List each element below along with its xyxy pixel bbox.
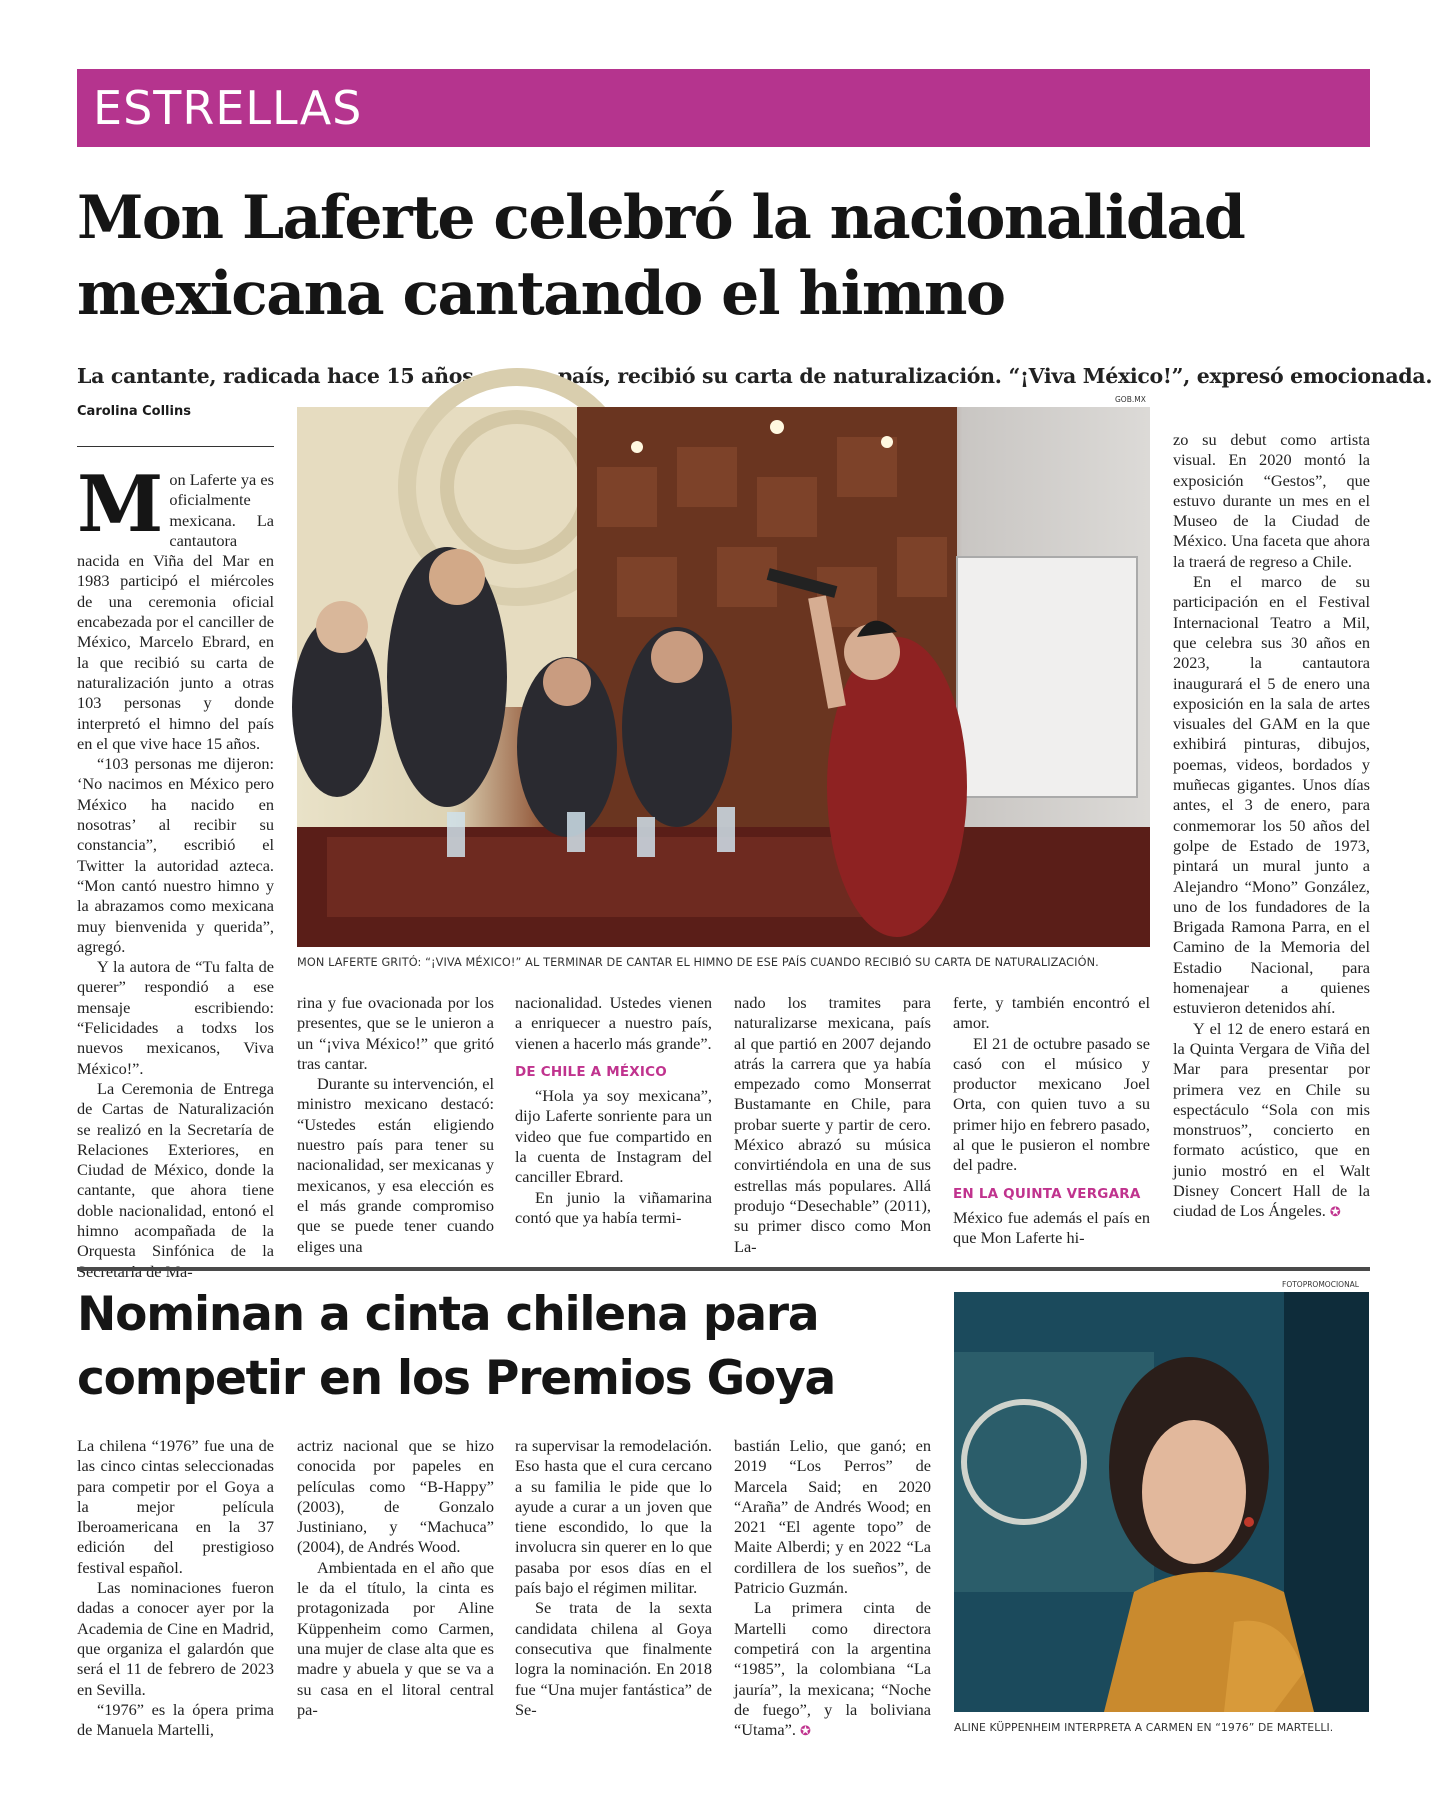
paragraph: “Hola ya soy mexicana”, dijo Laferte sonriente para un video que fue compartido en la cuenta de Instagram del canciller Ebrard.	[515, 1086, 712, 1187]
article2-headline: Nominan a cinta chilena para competir en los Premios Goya	[77, 1287, 836, 1406]
article1-column-2	[297, 993, 494, 1255]
article-divider	[77, 1267, 1370, 1271]
paragraph: on Laferte ya es oficialmente mexicana. La cantautora nacida en Viña del Mar en 1983 participó el miércoles de una ceremonia oficial encabezada por el canciller de México, Marcelo Ebrard, en la que recibió su carta de naturalización junto a otras 103 personas y donde interpretó el himno del país en el que vive hace 15 años.	[77, 470, 274, 753]
dropcap: M	[77, 459, 164, 550]
paragraph: Ambientada en el año que le da el título, la cinta es protagonizada por Aline Küppenheim como Carmen, una mujer de clase alta que es madre y abuela y que se va a su casa en el litoral central pa-	[297, 1557, 494, 1719]
paragraph: La chilena “1976” fue una de las cinco cintas seleccionadas para competir por el Goya a la mejor película Iberoamericana en la 37 edición del prestigioso festival español.	[77, 1436, 274, 1577]
paragraph: Durante su intervención, el ministro mexicano destacó: “Ustedes están eligiendo nuestro país para tener su nacionalidad, ser mexicanas y mexicanos, y esa elección es el más grande compromiso que se puede tener cuando eliges una	[297, 1074, 494, 1256]
paragraph: nacionalidad. Ustedes vienen a enriquecer a nuestro país, vienen a hacerlo más grande”.	[515, 993, 712, 1053]
article2-column-2	[297, 1436, 494, 1736]
star-end-icon: ✪	[800, 1723, 811, 1739]
article1-column-5	[953, 993, 1150, 1255]
paragraph: ferte, y también encontró el amor.	[953, 993, 1150, 1033]
byline: Carolina Collins	[77, 404, 191, 419]
paragraph: nado los tramites para naturalizarse mexicana, país al que partió en 2007 dejando atrás la carrera que ya había empezado como Monserrat Bustamante en Chile, para probar suerte y partir de cero. México abrazó su música convirtiéndola en una de sus estrellas más populares. Allá produjo “Desechable” (2011), su primer disco como Mon La-	[734, 993, 931, 1256]
article1-column-3	[515, 993, 712, 1255]
section-subtitle: DE CHILE A MÉXICO	[515, 1063, 667, 1080]
paragraph: zo su debut como artista visual. En 2020 montó la exposición “Gestos”, que estuvo durante un mes en el Museo de la Ciudad de México. Una faceta que ahora la traerá de regreso a Chile.	[1173, 430, 1370, 571]
paragraph: ra supervisar la remodelación. Eso hasta que el cura cercano a su familia le pide que lo ayude a curar a un joven que tiene escondido, lo que la involucra sin querer en lo que pasaba por esos días en el país bajo el régimen militar.	[515, 1436, 712, 1598]
paragraph: bastián Lelio, que ganó; en 2019 “Los Perros” de Marcela Said; en 2020 “Araña” de Andrés Wood; en 2021 “El agente topo” de Maite Alberdi; y en 2022 “La cordillera de los sueños”, de Patricio Guzmán.	[734, 1436, 931, 1598]
paragraph: Y la autora de “Tu falta de querer” respondió a ese mensaje escribiendo: “Felicidades a todxs los nuevos mexicanos, Viva México!”.	[77, 957, 274, 1078]
paragraph: “103 personas me dijeron: ‘No nacimos en México pero México ha nacido en nosotras’ al recibir su constancia”, escribió el Twitter la autoridad azteca. “Mon cantó nuestro himno y la abrazamos como mexicana muy bienvenida y querida”, agregó.	[77, 754, 274, 956]
paragraph: “1976” es la ópera prima de Manuela Martelli,	[77, 1699, 274, 1740]
paragraph: La Ceremonia de Entrega de Cartas de Naturalización se realizó en la Secretaría de Relaciones Exteriores, en Ciudad de México, donde la cantante, que ahora tiene doble nacionalidad, entonó el himno acompañada de la Orquesta Sinfónica de la Secretaría de Ma-	[77, 1078, 274, 1281]
paragraph: Se trata de la sexta candidata chilena al Goya consecutiva que finalmente logra la nominación. En 2018 fue “Una mujer fantástica” de Se-	[515, 1598, 712, 1719]
film-still-photo	[954, 1292, 1369, 1712]
paragraph: La primera cinta de Martelli como directora competirá con la argentina “1985”, la colombiana “La jauría”, la mexicana; “Noche de fuego”, y la boliviana “Utama”.	[734, 1598, 931, 1740]
paragraph: rina y fue ovacionada por los presentes, que se le unieron a un “¡viva México!” que gritó tras cantar.	[297, 993, 494, 1073]
article1-column-1	[77, 459, 274, 1281]
article1-column-6	[1173, 430, 1370, 1256]
paragraph: En el marco de su participación en el Festival Internacional Teatro a Mil, que celebra sus 30 años en 2023, la cantautora inaugurará el 5 de enero una exposición en la sala de artes visuales del GAM en la que exhibirá pinturas, dibujos, poemas, videos, bordados y muñecas gigantes. Unos días antes, el 3 de enero, para conmemorar los 50 años del golpe de Estado de 1973, pintará un mural junto a Alejandro “Mono” González, uno de los fundadores de la Brigada Ramona Parra, en el Camino de la Memoria del Estadio Nacional, para homenajear a quienes estuvieron detenidos ahí.	[1173, 572, 1370, 1018]
paragraph: En junio la viñamarina contó que ya había termi-	[515, 1187, 712, 1227]
paragraph: México fue además el país en que Mon Laferte hi-	[953, 1207, 1150, 1248]
ceremony-photo	[297, 407, 1150, 947]
article2-column-3	[515, 1436, 712, 1736]
article2-column-4	[734, 1436, 931, 1740]
section-title: ESTRELLAS	[77, 69, 1370, 147]
photo-credit: GOB.MX	[1115, 395, 1146, 404]
byline-rule	[77, 446, 274, 447]
star-end-icon: ✪	[1329, 1204, 1341, 1220]
article1-column-4	[734, 993, 931, 1255]
photo-caption: ALINE KÜPPENHEIM INTERPRETA A CARMEN EN “1976” DE MARTELLI.	[954, 1721, 1334, 1734]
photo-caption: MON LAFERTE GRITÓ: “¡VIVA MÉXICO!” AL TERMINAR DE CANTAR EL HIMNO DE ESE PAÍS CUANDO RECIBIÓ SU CARTA DE NATURALIZACIÓN.	[297, 956, 1099, 969]
paragraph: Y el 12 de enero estará en la Quinta Vergara de Viña del Mar para presentar por primera vez en Chile su espectáculo “Sola con mis monstruos”, concierto en formato acústico, que en junio mostró en el Walt Disney Concert Hall de la ciudad de Los Ángeles.	[1173, 1018, 1370, 1221]
section-subtitle: EN LA QUINTA VERGARA	[953, 1185, 1141, 1202]
article2-column-1	[77, 1436, 274, 1740]
paragraph: El 21 de octubre pasado se casó con el músico y productor mexicano Joel Orta, con quien tuvo a su primer hijo en febrero pasado, al que le pusieron el nombre del padre.	[953, 1033, 1150, 1175]
article-headline: Mon Laferte celebró la nacionalidad mexicana cantando el himno	[77, 183, 1245, 329]
film-still-illustration	[954, 1292, 1369, 1712]
ceremony-illustration	[297, 407, 1150, 947]
paragraph: actriz nacional que se hizo conocida por papeles en películas como “B-Happy” (2003), de Gonzalo Justiniano, y “Machuca” (2004), de Andrés Wood.	[297, 1436, 494, 1557]
photo-credit: FOTOPROMOCIONAL	[1282, 1280, 1359, 1289]
paragraph: Las nominaciones fueron dadas a conocer ayer por la Academia de Cine en Madrid, que organiza el galardón que será el 11 de febrero de 2023 en Sevilla.	[77, 1578, 274, 1699]
article-subhead: La cantante, radicada hace 15 años en ese país, recibió su carta de naturalización. “¡Viva México!”, expresó emocionada.	[77, 364, 1433, 388]
